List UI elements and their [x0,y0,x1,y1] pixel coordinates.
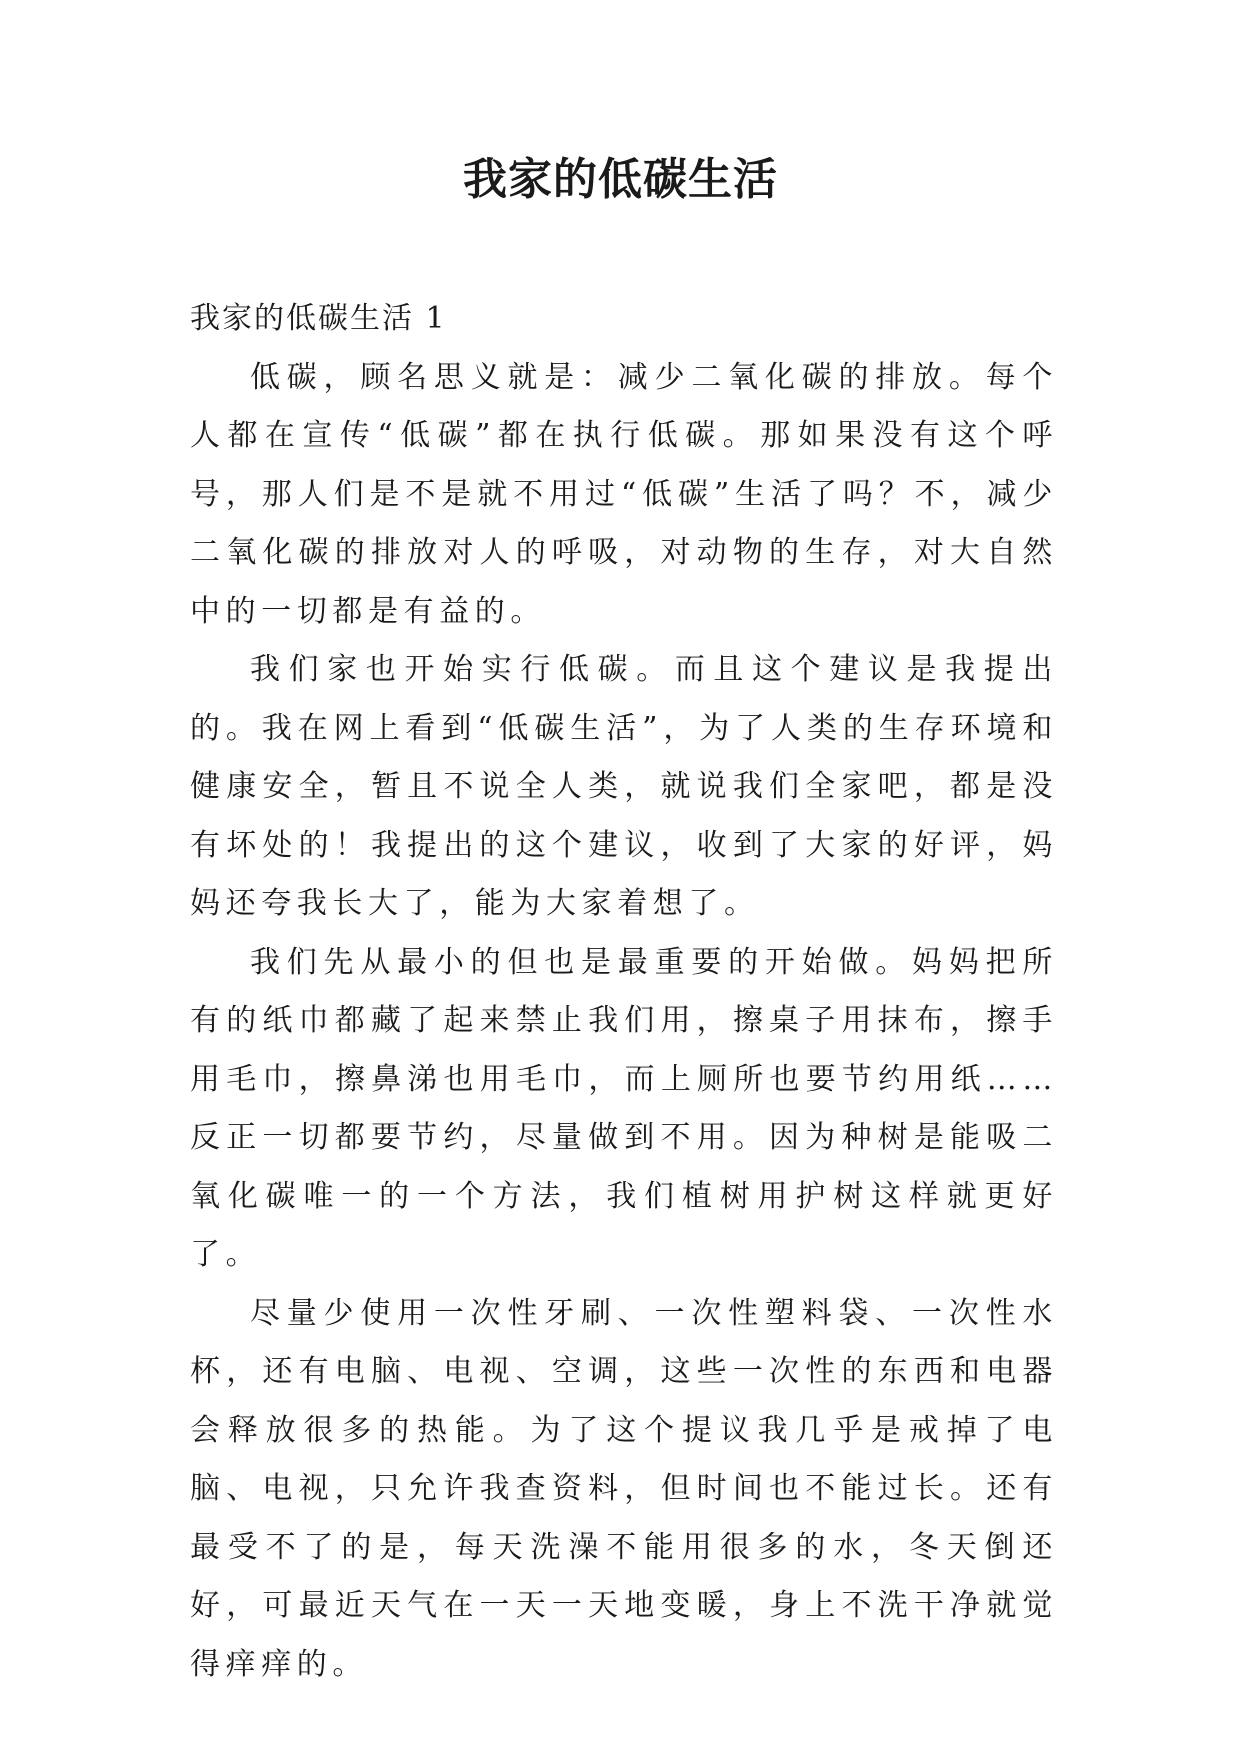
paragraph-1: 低碳，顾名思义就是：减少二氧化碳的排放。每个人都在宣传“低碳”都在执行低碳。那如果没有这个呼号，那人们是不是就不用过“低碳”生活了吗？不，减少二氧化碳的排放对人的呼吸，对动物的生存，对大自然中的一切都是有益的。 [190,359,1058,629]
paragraph-4: 尽量少使用一次性牙刷、一次性塑料袋、一次性水杯，还有电脑、电视、空调，这些一次性的东西和电器会释放很多的热能。为了这个提议我几乎是戒掉了电脑、电视，只允许我查资料，但时间也不能过长。还有最受不了的是，每天洗澡不能用很多的水，冬天倒还好，可最近天气在一天一天地变暖，身上不洗干净就觉得痒痒的。 [190,1295,1058,1682]
paragraph-2: 我们家也开始实行低碳。而且这个建议是我提出的。我在网上看到“低碳生活”，为了人类的生存环境和健康安全，暂且不说全人类，就说我们全家吧，都是没有坏处的！我提出的这个建议，收到了大家的好评，妈妈还夸我长大了，能为大家着想了。 [190,652,1058,921]
document-body [190,290,1058,1694]
paragraph-3: 我们先从最小的但也是最重要的开始做。妈妈把所有的纸巾都藏了起来禁止我们用，擦桌子用抹布，擦手用毛巾，擦鼻涕也用毛巾，而上厕所也要节约用纸……反正一切都要节约，尽量做到不用。因为种树是能吸二氧化碳唯一的一个方法，我们植树用护树这样就更好了。 [190,944,1058,1272]
section-heading: 我家的低碳生活 1 [190,301,447,336]
document-title: 我家的低碳生活 [463,154,778,205]
